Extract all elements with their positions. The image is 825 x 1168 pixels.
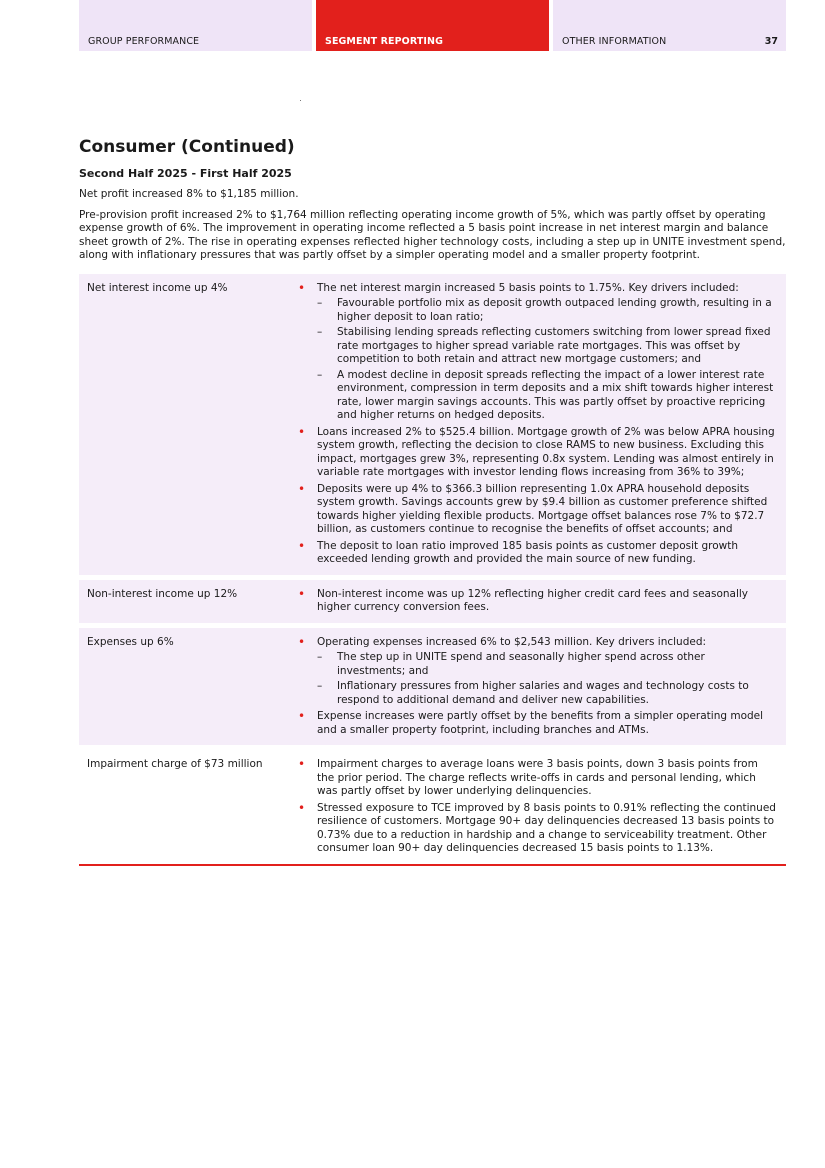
sub-item: – Stabilising lending spreads reflecting customers switching from lower spread fixed rate mortgages to higher spread variable rate mortgages. This was offset by competition to both retain and attract new mortgage customers; and — [317, 326, 776, 367]
sub-item: – The step up in UNITE spend and seasonally higher spend across other investments; and — [317, 651, 776, 678]
row-body — [298, 758, 776, 856]
row-body — [298, 282, 776, 567]
table-row — [79, 274, 786, 575]
list-item: • Loans increased 2% to $525.4 billion. Mortgage growth of 2% was below APRA housing system growth, reflecting the decision to close RAMS to new business. Excluding this impact, mortgages grew 3%, representing 0.8x system. Lending was almost entirely in variable rate mortgages with investor lending flows increasing from 36% to 39%; — [298, 426, 776, 480]
row-label: Impairment charge of $73 million — [87, 758, 263, 770]
bullet-text: • The net interest margin increased 5 basis points to 1.75%. Key drivers included: — [317, 281, 739, 294]
sub-item: – Favourable portfolio mix as deposit growth outpaced lending growth, resulting in a higher deposit to loan ratio; — [317, 297, 776, 324]
page-number: 37 — [764, 36, 778, 47]
list-item: • Stressed exposure to TCE improved by 8 basis points to 0.91% reflecting the continued resilience of customers. Mortgage 90+ day delinquencies decreased 13 basis points to 0.73% due to a reduction in hardship and a change to serviceability treatment. Other consumer loan 90+ day delinquencies decreased 15 basis points to 1.13%. — [298, 802, 776, 856]
list-item: • Deposits were up 4% to $366.3 billion representing 1.0x APRA household deposits system growth. Savings accounts grew by $9.4 billion as customer preference shifted towards higher yielding flexible products. Mortgage offset balances rose 7% to $72.7 billion, as customers continue to recognise the benefits of offset accounts; and — [298, 483, 776, 537]
bullet-text: • Operating expenses increased 6% to $2,543 million. Key drivers included: — [317, 635, 707, 648]
tab-group-performance[interactable] — [79, 0, 312, 51]
row-label: Non-interest income up 12% — [87, 587, 238, 600]
list-item: • Non-interest income was up 12% reflecting higher credit card fees and seasonally higher currency conversion fees. — [298, 588, 776, 615]
tab-label: OTHER INFORMATION — [562, 36, 667, 47]
row-label: Net interest income up 4% — [87, 281, 228, 294]
list-item: • Impairment charges to average loans were 3 basis points, down 3 basis points from the prior period. The charge reflects write-offs in cards and personal lending, which was partly offset by lower underlying delinquencies. — [298, 758, 776, 799]
table-row — [79, 628, 786, 746]
tab-segment-reporting[interactable] — [316, 0, 549, 51]
list-item: • Expense increases were partly offset by the benefits from a simpler operating model and a smaller property footprint, including branches and ATMs. — [298, 710, 776, 737]
top-navigation — [79, 0, 786, 51]
sub-item: – Inflationary pressures from higher salaries and wages and technology costs to respond to additional demand and deliver new capabilities. — [317, 680, 776, 707]
row-body — [298, 636, 776, 738]
tab-label: GROUP PERFORMANCE — [88, 36, 200, 47]
table-row — [79, 750, 786, 866]
summary-paragraph: Net profit increased 8% to $1,185 million. — [79, 188, 299, 200]
tab-label: SEGMENT REPORTING — [325, 36, 444, 47]
row-body — [298, 588, 776, 615]
decorative-dot — [300, 100, 301, 101]
detail-paragraph: Pre-provision profit increased 2% to $1,764 million reflecting operating income growth of 5%, which was partly offset by operating expense growth of 6%. The improvement in operating income reflected a 5 basis point increase in net interest margin and balance sheet growth of 2%. The rise in operating expenses reflected higher technology costs, including a step up in UNITE investment spend, along with inflationary pressures that was partly offset by a simpler operating model and a smaller property footprint. — [79, 208, 786, 261]
sub-item: – A modest decline in deposit spreads reflecting the impact of a lower interest rate environment, compression in term deposits and a mix shift towards higher interest rate, lower margin savings accounts. This was partly offset by proactive repricing and higher returns on hedged deposits. — [317, 369, 776, 423]
list-item: • The deposit to loan ratio improved 185 basis points as customer deposit growth exceeded lending growth and provided the main source of new funding. — [298, 540, 776, 567]
list-item — [298, 282, 776, 423]
driver-table — [79, 274, 786, 866]
row-label: Expenses up 6% — [87, 635, 174, 648]
tab-other-information[interactable] — [553, 0, 786, 51]
main-content — [79, 137, 786, 866]
list-item — [298, 636, 776, 708]
section-subtitle: Second Half 2025 - First Half 2025 — [79, 167, 292, 180]
section-title: Consumer (Continued) — [79, 137, 295, 157]
table-row — [79, 580, 786, 623]
